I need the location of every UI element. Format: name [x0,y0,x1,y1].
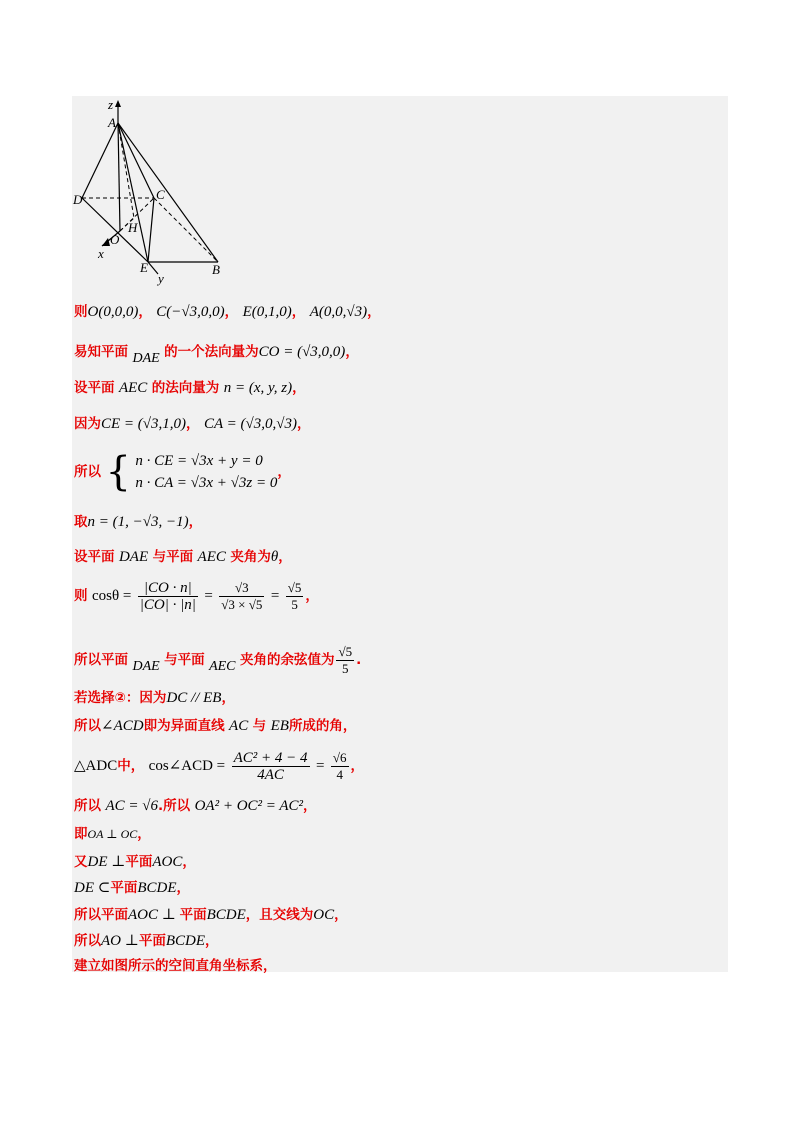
label-H: H [128,220,138,235]
label-D: D [73,192,83,207]
vector-CA: CA = (√3,0,√3) [203,416,297,432]
line-coordinates: 则O(0,0,0)， C(−√3,0,0)， E(0,1,0)， A(0,0,√3)， [74,304,381,320]
label-y: y [158,271,164,286]
point-C: C(−√3,0,0) [156,304,225,320]
fraction-sqrt: $\frac{√3}{√3 \times √5}$ [221,579,263,612]
line-normal-aec: 设平面 AEC 的法向量为 n = (x, y, z)， [74,380,306,396]
x-arrow-icon [102,238,110,246]
z-arrow-icon [115,100,121,107]
edge-DE [82,198,148,262]
fraction-sqrt6: $\frac{√6}{4}$ [332,749,347,782]
line-vectors: 因为CE = (√3,1,0)， CA = (√3,0,√3)， [74,416,311,432]
fraction-cos-acd: $\frac{\text{AC² + 4 − 4}}{4AC}$ [233,749,308,783]
point-O: O(0,0,0) [87,304,139,320]
label-z: z [108,97,114,112]
edge-AC [118,123,154,198]
line-normal-dae: 易知平面 DAE 的一个法向量为CO = (√3,0,0)， [74,344,359,366]
line-ao-perp: 所以AO ⊥平面BCDE， [74,933,219,949]
line-de-subset: DE ⊂平面BCDE， [74,880,190,896]
label-O: O [110,232,120,247]
equation-system: n · CE = √3x + y = 0 n · CA = √3x + √3z = 0 [135,453,278,491]
plane-DAE: DAE [132,351,160,366]
line-take-n: 取n = (1, −√3, −1)， [74,514,203,530]
point-E: E(0,1,0) [242,304,292,320]
label-A: A [108,115,116,130]
line-angle-def: 设平面 DAE 与平面 AEC 夹角为θ， [74,549,292,565]
line-perpendicular: 即OA ⊥ OC， [74,826,151,842]
line-system: 所以 { n · CE = √3x + y = 0 n · CA = √3x + √3z = 0 ， [74,449,291,495]
plane-AEC: AEC [118,380,148,396]
line-cos-value: 所以平面 DAE 与平面 AEC 夹角的余弦值为 $\frac{√5}{5}$ . [74,643,362,676]
fraction-answer: $\frac{√5}{5}$ [338,643,353,676]
edge-CE [148,198,154,262]
vector-n-value: n = (1, −√3, −1) [87,514,189,530]
segment-AH [118,123,134,218]
point-A: A(0,0,√3) [309,304,368,320]
label-E: E [140,260,148,275]
label-C: C [156,187,165,202]
line-triangle-cos: △ADC中， cos∠ACD = $\frac{\text{AC² + 4 − 4}}{4AC}$ = $\frac{√6}{4}$ ， [74,749,365,783]
line-cos-theta: 则 cosθ = $\frac{|CO \cdot n|}{|CO| \cdot |n|}$ = $\frac{√3}{√3 \times √5}$ = $\frac{√5}{5}$ ， [74,579,319,613]
line-build-coords: 建立如图所示的空间直角坐标系， [74,958,277,974]
fraction-cos: $\frac{|CO \cdot n|}{|CO| \cdot |n|}$ [139,579,196,613]
pyramid-figure [72,96,242,286]
axis-z [118,123,120,231]
vector-CE: CE = (√3,1,0) [101,416,187,432]
line-de-perp: 又DE ⊥平面AOC， [74,854,196,870]
vector-n: n = (x, y, z) [223,380,293,396]
edge-CB [154,198,218,262]
fraction-result: $\frac{√5}{5}$ [287,579,302,612]
line-ac-value: 所以 AC = √6.所以 OA² + OC² = AC²， [74,798,317,814]
vector-CO: CO = (√3,0,0) [258,344,346,360]
line-skew-angle: 所以∠ACD即为异面直线 AC 与 EB所成的角， [74,718,357,734]
line-option-2: 若选择②：因为DC // EB， [74,690,235,706]
left-brace-icon: { [105,449,131,495]
label-B: B [212,262,220,277]
label-x: x [98,246,104,261]
line-planes-perp: 所以平面AOC ⊥ 平面BCDE，且交线为OC， [74,907,348,923]
edge-AD [82,123,118,198]
axis-y [148,262,158,274]
